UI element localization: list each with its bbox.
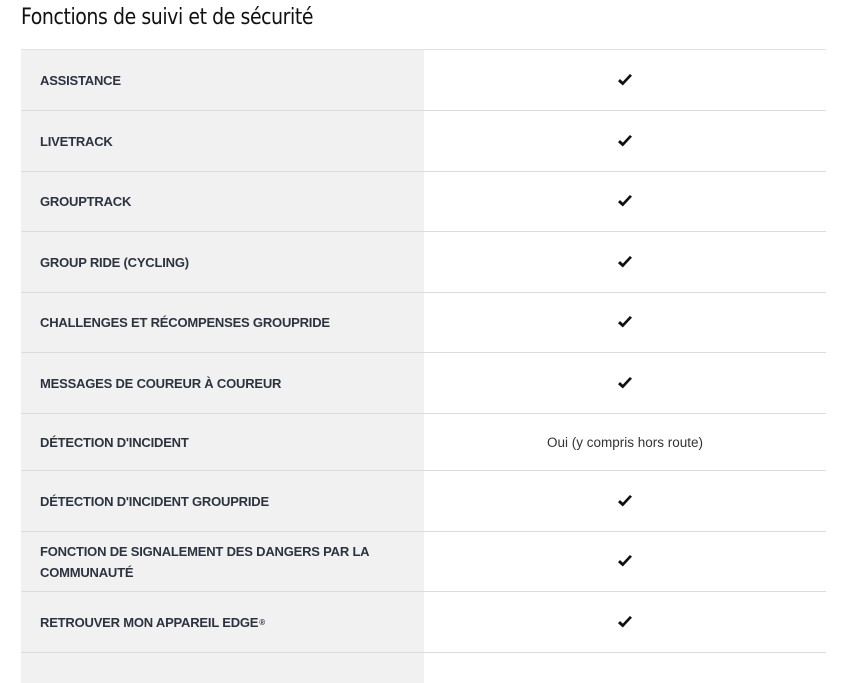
feature-value xyxy=(424,471,826,531)
table-row xyxy=(21,532,826,592)
table-row xyxy=(21,111,826,172)
feature-label: GROUPTRACK xyxy=(21,172,424,231)
table-row xyxy=(21,353,826,414)
checkmark-icon xyxy=(617,377,633,390)
checkmark-icon xyxy=(617,495,633,508)
table-row xyxy=(21,592,826,653)
feature-label-text: RETROUVER MON APPAREIL EDGE xyxy=(40,614,259,630)
feature-value xyxy=(424,532,826,591)
feature-label: FONCTION DE SIGNALEMENT DES DANGERS PAR LA COMMUNAUTÉ xyxy=(21,532,424,591)
registered-mark: ® xyxy=(259,617,265,627)
feature-label: GROUP RIDE (CYCLING) xyxy=(21,232,424,292)
table-row xyxy=(21,653,826,683)
feature-label: DÉTECTION D'INCIDENT GROUPRIDE xyxy=(21,471,424,531)
checkmark-icon xyxy=(617,195,633,208)
feature-value xyxy=(424,353,826,413)
checkmark-icon xyxy=(617,135,633,148)
feature-label: LIVETRACK xyxy=(21,111,424,171)
checkmark-icon xyxy=(617,616,633,629)
feature-value xyxy=(424,172,826,231)
feature-value xyxy=(424,293,826,352)
table-row xyxy=(21,414,826,471)
feature-label: ASSISTANCE xyxy=(21,50,424,110)
feature-label: DÉTECTION D'INCIDENT xyxy=(21,414,424,470)
table-row xyxy=(21,293,826,353)
feature-value-text: Oui (y compris hors route) xyxy=(546,434,704,450)
table-row xyxy=(21,471,826,532)
checkmark-icon xyxy=(617,555,633,568)
feature-label xyxy=(21,592,424,652)
feature-value xyxy=(424,653,826,683)
feature-label xyxy=(21,653,424,683)
feature-label: MESSAGES DE COUREUR À COUREUR xyxy=(21,353,424,413)
table-row xyxy=(21,232,826,293)
section-title: Fonctions de suivi et de sécurité xyxy=(21,5,314,30)
feature-value xyxy=(424,592,826,652)
checkmark-icon xyxy=(617,256,633,269)
feature-value xyxy=(424,50,826,110)
table-row xyxy=(21,172,826,232)
feature-value xyxy=(424,232,826,292)
checkmark-icon xyxy=(617,316,633,329)
feature-table xyxy=(21,49,826,683)
table-row xyxy=(21,50,826,111)
checkmark-icon xyxy=(617,74,633,87)
feature-value xyxy=(424,111,826,171)
feature-label: CHALLENGES ET RÉCOMPENSES GROUPRIDE xyxy=(21,293,424,352)
